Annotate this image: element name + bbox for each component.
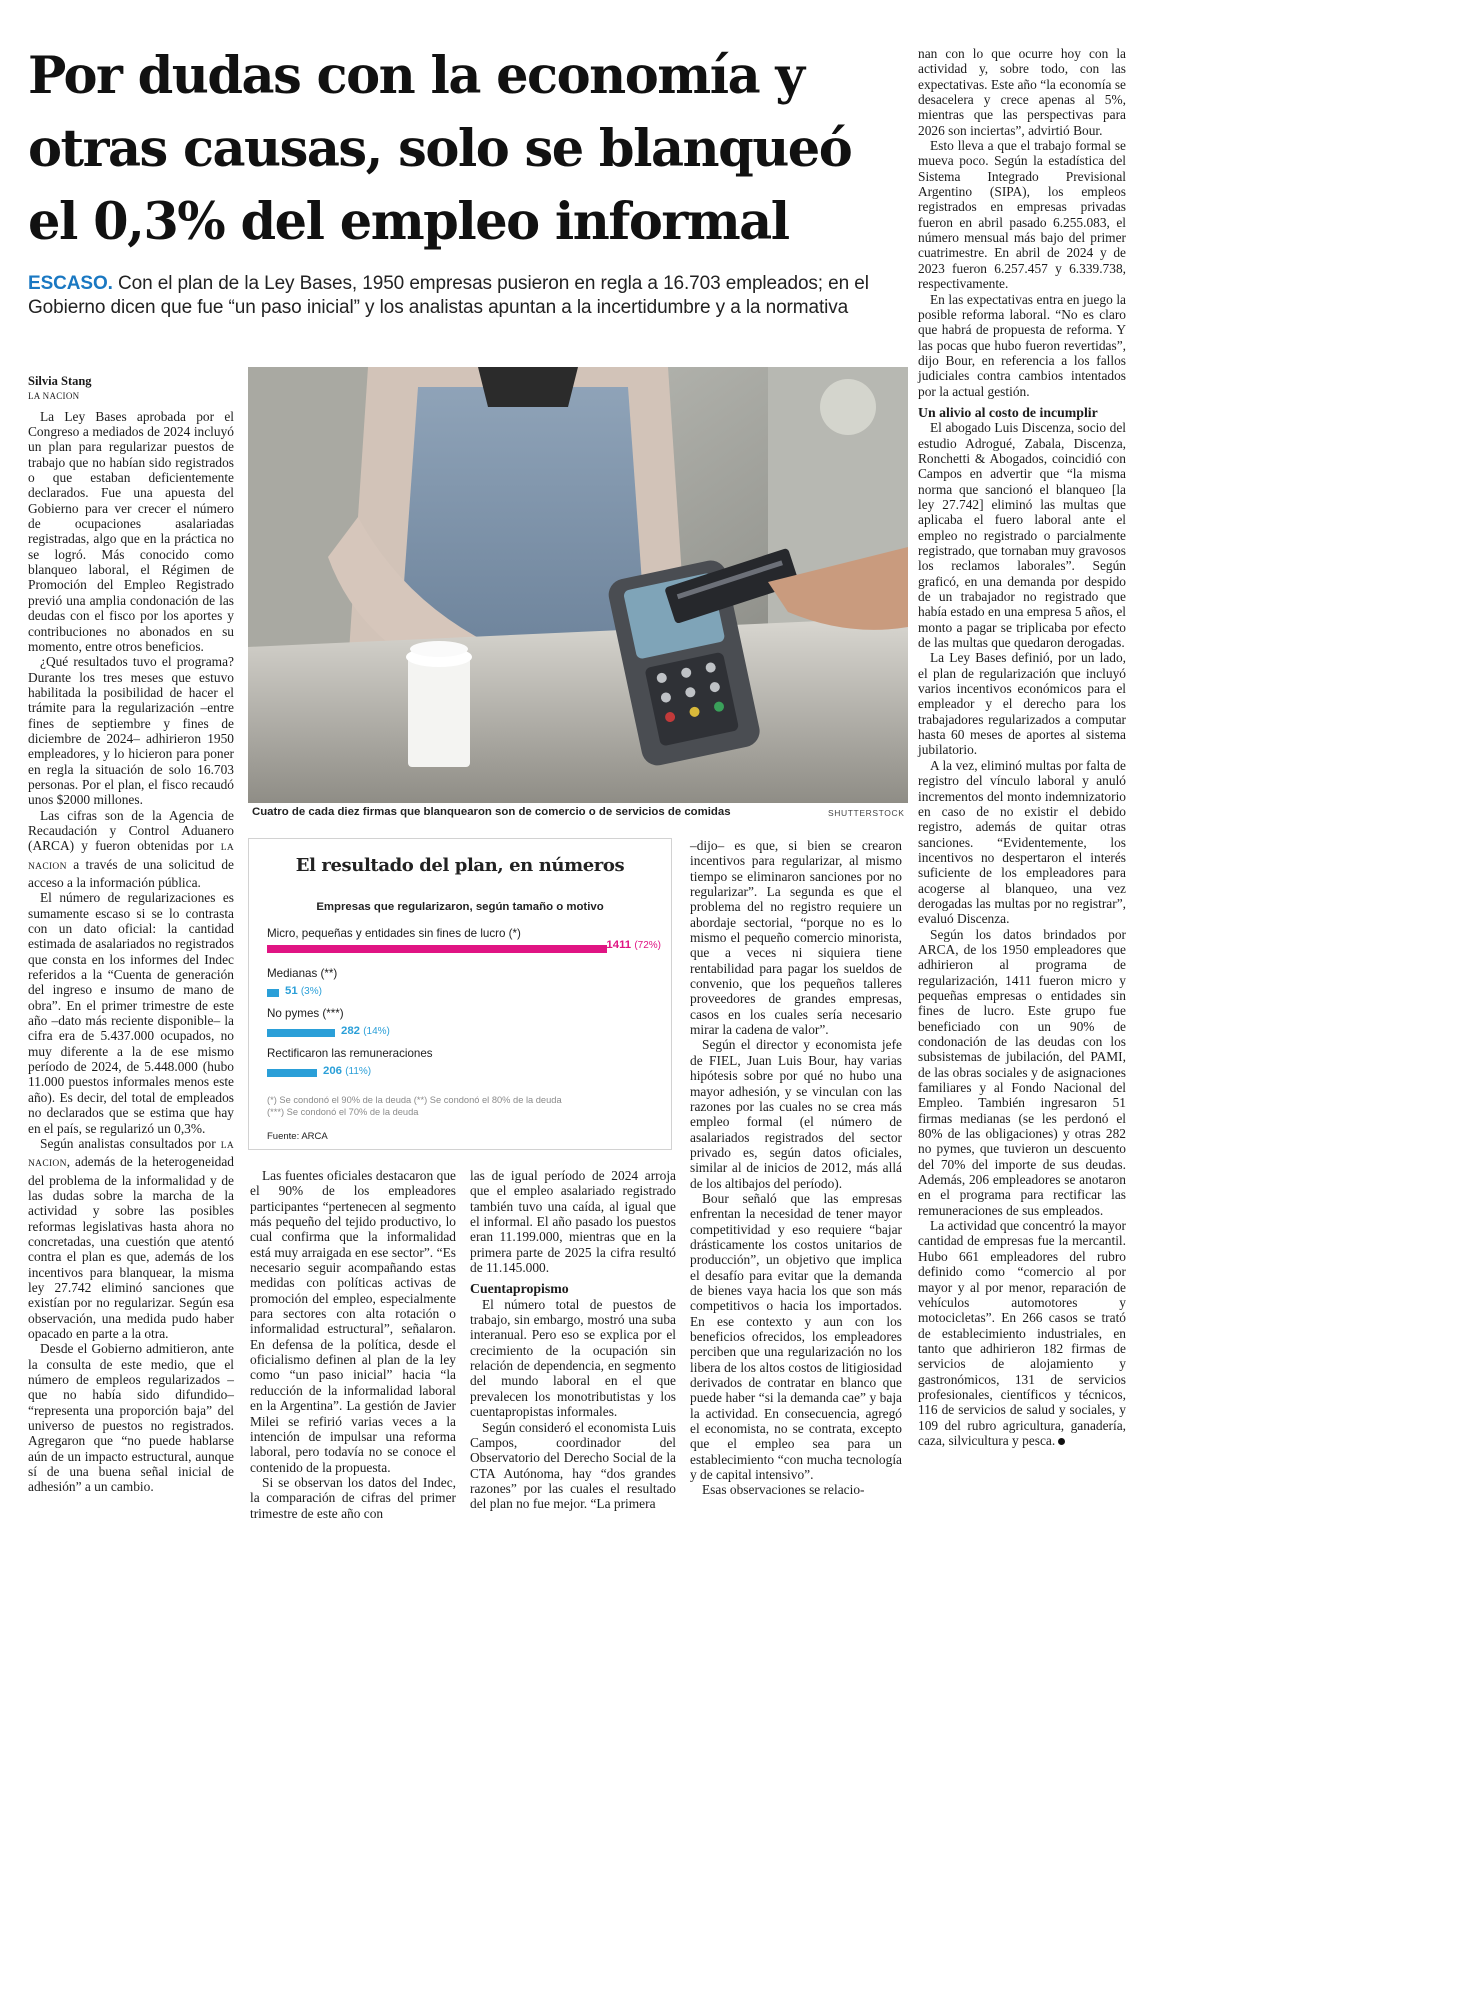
paragraph: –dijo– es que, si bien se crearon incentivos para regularizar, al mismo tiempo se eliminaron sanciones por no regularizar”. La segunda es que el problema del no registro requiere un abordaje sectorial, “porque no es lo mismo el pequeño comercio minorista, que a veces ni siquiera tiene rentabilidad para pagar los sueldos de convenio, que los pequeños talleres proveedores de grandes empresas, casos en los cuales sería necesario mirar la cadena de valor”. [690,838,902,1038]
photo-illustration [248,367,908,803]
paragraph: Bour señaló que las empresas enfrentan la necesidad de tener mayor competitividad y eso requiere “bajar drásticamente los costos unitarios de producción”, un objetivo que implica el desafío para evitar que la demanda de bienes vaya hacia los que son más competitivos o hacia los importados. En ese contexto y aun con los beneficios ofrecidos, los empleadores perciben que una regularización no los libera de los altos costos de litigiosidad derivados de contratar en blanco que puede haber “si la demanda cae” y baja la actividad. En consecuencia, agregó el economista, no se contrata, excepto que el empleo sea para un establecimiento “con mucha tecnología y de capital intensivo”. [690,1190,902,1483]
infographic-subtitle: Empresas que regularizaron, según tamaño o motivo [316,901,604,913]
bar-value-label: 1411 (72%) [606,939,661,951]
column-1 [28,374,234,1495]
category-label: Medianas (**) [267,967,338,980]
paragraph: El número total de puestos de trabajo, sin embargo, mostró una suba interanual. Pero eso se explica por el crecimiento de la ocupación sin relación de dependencia, en segmento del mundo laboral en el que prevalecen los monotributistas y los cuentapropistas informales. [470,1296,676,1420]
outlet-smallcaps: LA NACION [28,843,235,872]
paragraph: La actividad que concentró la mayor cantidad de empresas fue la mercantil. Hubo 661 empleadores del rubro definido como “comercio al por mayor y al por menor, reparación de vehículos automotores y motocicletas”. En 266 casos se trató de establecimiento industriales, en tanto que adhirieron 182 firmas de servicios de alojamiento y gastronómicos, 131 de servicios profesionales, científicos y técnicos, 116 de servicios de salud y sociales, y 109 del rubro agricultura, ganadería, caza, silvicultura y pesca. [918,1218,1126,1448]
infographic-source: Fuente: ARCA [267,1131,328,1142]
column-5 [918,46,1126,1448]
paragraph: Las fuentes oficiales destacaron que el 90% de los empleadores participantes “pertenecen al segmento más pequeño del tejido productivo, lo cual confirma que la informalidad está muy arraigada en ese sector”. “Es necesario seguir acompañando estas medidas con políticas activas de promoción del empleo, especialmente para sectores con alta rotación o informalidad estructural”, señalaron. En defensa de la política, desde el oficialismo definen al plan de la ley como “un paso inicial” hacia “la reducción de la informalidad laboral en la Argentina”. La gestión de Javier Milei se refirió varias veces a la intención de impulsar una reforma laboral, pero todavía no se conoce el contenido de la propuesta. [250,1168,456,1475]
bar-value-label: 206 (11%) [323,1065,372,1077]
subheading: Cuentapropismo [470,1281,569,1297]
bar-micro [267,945,607,953]
paragraph: A la vez, eliminó multas por falta de registro del vínculo laboral y anuló incrementos del monto indemnizatorio en caso de no existir el debido registro, además de quitar otras sanciones. “Evidentemente, los incentivos no despertaron el interés suficiente de los empleadores para acogerse al blanqueo, una vez derogadas las multas por no registrar”, evaluó Discenza. [918,757,1126,927]
paragraph: Si se observan los datos del Indec, la comparación de cifras del primer trimestre de este año con [250,1474,456,1521]
photo-caption: Cuatro de cada diez firmas que blanquearon son de comercio o de servicios de comidas [252,806,731,818]
paragraph: La Ley Bases definió, por un lado, el plan de regularización que incluyó varios incentivos económicos para el empleador y el derecho para los trabajadores regularizados a computar hasta 60 meses de aportes al sistema jubilatorio. [918,650,1126,758]
deck-kicker: ESCASO. [28,273,113,294]
paragraph: Esas observaciones se relacio- [702,1482,865,1498]
outlet-smallcaps: LA NACION [28,1140,234,1170]
category-label: Micro, pequeñas y entidades sin fines de lucro (*) [267,927,521,940]
end-mark-icon [1058,1438,1065,1445]
byline-author: Silvia Stang [28,374,92,388]
headline: Por dudas con la economía y otras causas, solo se blanqueó el 0,3% del empleo informal [28,46,852,252]
paragraph: Según los datos brindados por ARCA, de los 1950 empleadores que adhirieron al programa de regularización, 1411 fueron micro y pequeñas empresas o entidades sin fines de lucro. Este grupo fue beneficiado con un 90% de condonación de las deudas con los subsistemas de jubilación, del PAMI, de las obras sociales y de asignaciones familiares y al Fondo Nacional del Empleo. También ingresaron 51 firmas medianas (se les perdonó el 80% de las obligaciones) y otras 282 no pymes, que tuvieron un descuento del 70% del importe de sus deudas. Además, 206 empleadores se anotaron en el programa para rectificar las remuneraciones de sus empleados. [918,926,1126,1218]
paragraph: Desde el Gobierno admitieron, ante la consulta de este medio, que el número de empleos regularizados –que no había sido difundido– “representa una proporción baja” del universo de puestos no registrados. Agregaron que “no puede hablarse aún de un impacto estructural, aunque sí de una buena señal inicial de adhesión” a un cambio. [28,1341,234,1495]
bar-value-label: 51 (3%) [285,985,322,997]
paragraph: La Ley Bases aprobada por el Congreso a mediados de 2024 incluyó un plan para regularizar puestos de trabajo que no habían sido registrados o que estaban deficientemente declarados. Fue una apuesta del Gobierno para ver crecer el número de ocupaciones asalariadas registradas, algo que en la práctica no se logró. Más conocido como blanqueo laboral, el Régimen de Promoción del Empleo Registrado previó una amplia condonación de las deudas con el fisco por los aportes y contribuciones no abonados en su momento, entre otros beneficios. [28,408,234,654]
bar-no-pymes [267,1029,335,1037]
deck-text: Con el plan de la Ley Bases, 1950 empresas pusieron en regla a 16.703 empleados; en el Gobierno dicen que fue “un paso inicial” y los analistas apuntan a la incertidumbre y a la normativa [28,273,869,318]
bar-rectificaron [267,1069,317,1077]
paragraph: nan con lo que ocurre hoy con la actividad y, sobre todo, con las expectativas. Este año “la economía se desacelera y crece apenas al 5%, mientras que las perspectivas para 2026 son inciertas”, advirtió Bour. [918,46,1126,138]
paragraph: Según consideró el economista Luis Campos, coordinador del Observatorio del Derecho Social de la CTA Autónoma, hay “dos grandes razones” por las cuales el resultado del plan no fue mejor. “La primera [470,1419,676,1512]
byline-outlet: LA NACION [28,391,80,402]
category-label: No pymes (***) [267,1007,344,1020]
paragraph: Según el director y economista jefe de FIEL, Juan Luis Bour, hay varias hipótesis sobre por qué no hubo una mayor adhesión, y se vinculan con las razones por las cuales no se crea más empleo formal (el número de asalariados registrados del sector privado es, según datos oficiales, similar al de inicios de 2012, más allá de los altibajos del período). [690,1037,902,1191]
bar-medianas [267,989,279,997]
paragraph: Según analistas consultados por LA NACION, además de la heterogeneidad del problema de la informalidad y de las dudas sobre la marcha de la actividad y sobre las posibles reformas legislativas hasta ahora no concretadas, una cuestión que atentó contra el plan es que, además de los incentivos para blanquear, la misma ley 27.742 eliminó sanciones que existían por no regularizar. Según esa observación, una medida pudo haber opacado en parte a la otra. [28,1135,234,1341]
deck [28,272,906,320]
paragraph: El abogado Luis Discenza, socio del estudio Adrogué, Zabala, Discenza, Ronchetti & Abogados, coincidió con Campos en advertir que “la misma norma que sancionó el blanqueo [la ley 27.742] eliminó las multas que aplicaba el fuero laboral ante el empleo no registrado o parcialmente registrado, que tornaban muy gravosos los reclamos laborales”. Según graficó, en una demanda por despido de un trabajador no registrado que había estado en una empresa 5 años, el monto a pagar se triplicaba por efecto de las multas que quedaron derogadas. [918,420,1126,651]
column-4 [690,838,902,1498]
paragraph: Esto lleva a que el trabajo formal se mueva poco. Según la estadística del Sistema Integrado Previsional Argentino (SIPA), los empleos registrados en empresas privadas fueron en abril pasado 6.255.083, el número mensual más bajo del primer cuatrimestre. En abril de 2024 y de 2023 fueron 6.257.457 y 6.339.738, respectivamente. [918,138,1126,292]
category-label: Rectificaron las remuneraciones [267,1047,433,1060]
paragraph: Las cifras son de la Agencia de Recaudación y Control Aduanero (ARCA) y fueron obtenidas por LA NACION a través de una solicitud de acceso a la información pública. [28,807,235,890]
infographic-title: El resultado del plan, en números [295,855,625,876]
photo-card-payment [248,367,908,803]
bar-value-label: 282 (14%) [341,1025,390,1037]
paragraph: ¿Qué resultados tuvo el programa? Durante los tres meses que estuvo habilitada la posibilidad de hacer el trámite para la regularización –entre fines de septiembre y fines de diciembre de 2024– adhirieron 1950 empleadores, y lo hicieron para poner en regla la situación de solo 16.703 personas. Por el plan, el fisco recaudó unos $2000 millones. [28,654,234,808]
paragraph: las de igual período de 2024 arroja que el empleo asalariado registrado también tuvo una caída, al igual que el informal. El año pasado los puestos eran 11.199.000, mientras que en la primera parte de 2025 la cifra resultó de 11.145.000. [470,1168,676,1276]
paragraph: En las expectativas entra en juego la posible reforma laboral. “No es claro que habrá de propuesta de reforma. Y las pocas que hubo fueron revertidas”, dijo Bour, en referencia a los fallos judiciales contra cambios intentados por la actual gestión. [918,291,1126,399]
paragraph: El número de regularizaciones es sumamente escaso si se lo contrasta con un dato oficial: la cantidad estimada de asalariados no registrados que consta en los informes del Indec referidos a la “Cuenta de generación del ingreso e insumo de mano de obra”. En el primer trimestre de este año –dato más reciente disponible– la cifra era de 5.437.000 ocupados, no muy diferente a la de ese mismo período de 2024, de 5.448.000 (hubo 11.000 puestos informales menos este año). Es decir, del total de empleados no declarados que se estima que hay en el país, se regularizó un 0,3%. [28,890,234,1136]
column-3 [470,1168,676,1512]
subheading: Un alivio al costo de incumplir [918,404,1098,420]
infographic-notes: (*) Se condonó el 90% de la deuda (**) Se condonó el 80% de la deuda (***) Se condonó el 70% de la deuda [267,1095,562,1117]
photo-credit: SHUTTERSTOCK [828,808,905,818]
column-2 [250,1168,456,1521]
infographic [248,838,672,1150]
